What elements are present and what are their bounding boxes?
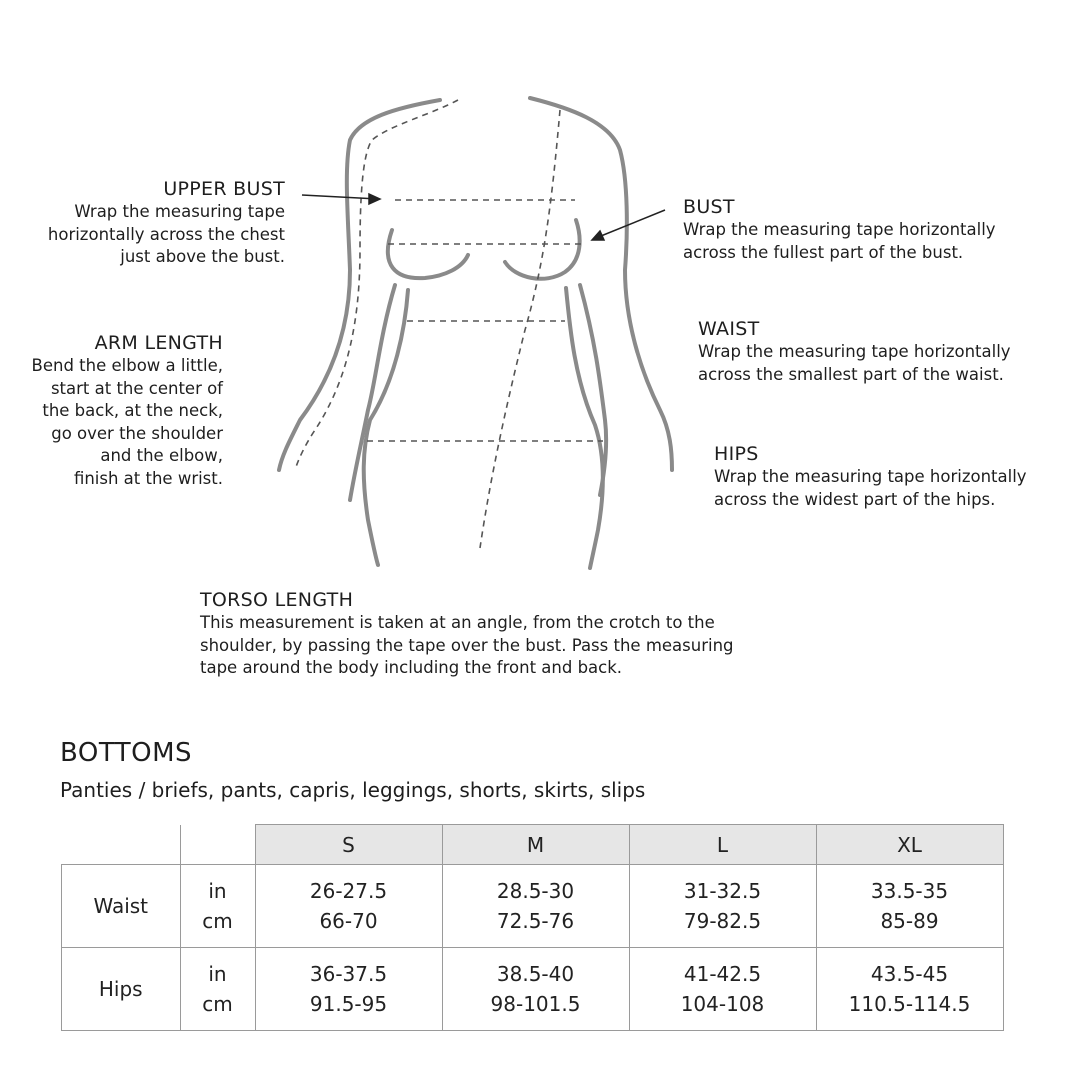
value-in: 43.5-45 [870,962,949,986]
left-bust-outline [388,230,468,278]
section-subtitle: Panties / briefs, pants, capris, leggings, shorts, skirts, slips [60,778,646,802]
value-in: 38.5-40 [496,962,575,986]
waist-description [698,341,1011,386]
value-cm: 66-70 [319,909,378,933]
value-cell [442,948,629,1031]
arm-length-line [295,100,458,470]
value-cm: 104-108 [680,992,765,1016]
value-cm: 91.5-95 [309,992,388,1016]
table-corner-cell-unit [180,825,255,865]
hips-line-2: across the widest part of the hips. [714,489,996,509]
bust-annotation [683,195,996,264]
waist-annotation [698,317,1011,386]
hips-heading: HIPS [714,443,759,465]
right-arm-outline [530,98,672,470]
value-cm: 110.5-114.5 [848,992,971,1016]
value-cell [255,948,442,1031]
value-cm: 85-89 [880,909,939,933]
size-header-xl: XL [816,825,1003,865]
hips-line-1: Wrap the measuring tape horizontally [714,467,1027,486]
upper-bust-line-1: Wrap the measuring tape [74,202,285,221]
row-label-waist: Waist [62,865,181,948]
upper-bust-heading: UPPER BUST [163,178,285,200]
torso-length-line-1: This measurement is taken at an angle, from the crotch to the [200,613,715,632]
value-cell [629,948,816,1031]
torso-length-line [480,110,560,548]
arm-length-heading: ARM LENGTH [94,332,223,354]
torso-length-line-2: shoulder, by passing the tape over the bust. Pass the measuring [200,635,734,655]
bust-line-1: Wrap the measuring tape horizontally [683,220,996,239]
size-header-l: L [629,825,816,865]
size-header-s: S [255,825,442,865]
value-in: 26-27.5 [309,879,388,903]
upper-bust-line-2: horizontally across the chest [47,224,285,244]
value-cell [816,865,1003,948]
arm-length-line-5: and the elbow, [100,446,223,465]
upper-bust-description [48,201,285,269]
left-inner-arm-outline [350,285,395,500]
bust-arrow [596,210,665,238]
value-cell [442,865,629,948]
bust-description [683,219,996,264]
upper-bust-arrow [302,195,378,199]
value-in: 31-32.5 [683,879,762,903]
upper-bust-arrowhead [369,194,380,204]
value-cm: 98-101.5 [490,992,581,1016]
value-cm: 79-82.5 [683,909,762,933]
unit-cm: cm [202,992,233,1016]
unit-in: in [208,962,227,986]
upper-bust-annotation [48,177,285,269]
value-cell [816,948,1003,1031]
torso-length-annotation [200,588,734,680]
row-label-hips: Hips [62,948,181,1031]
value-cm: 72.5-76 [496,909,575,933]
value-cell [255,865,442,948]
size-header-m: M [442,825,629,865]
arm-length-line-6: finish at the wrist. [73,468,223,488]
table-row [62,865,1004,948]
torso-length-heading: TORSO LENGTH [200,589,354,611]
waist-line-2: across the smallest part of the waist. [698,364,1004,384]
bust-arrowhead [592,231,604,240]
table-corner-cell [62,825,181,865]
value-in: 36-37.5 [309,962,388,986]
unit-in: in [208,879,227,903]
right-bust-outline [505,220,580,279]
section-title: BOTTOMS [60,738,193,768]
upper-bust-line-3: just above the bust. [120,247,285,266]
value-in: 41-42.5 [683,962,762,986]
unit-cm: cm [202,909,233,933]
arm-length-line-4: go over the shoulder [51,423,223,443]
waist-heading: WAIST [698,318,760,340]
arm-length-line-3: the back, at the neck, [42,401,223,420]
unit-cell [180,865,255,948]
value-cell [629,865,816,948]
size-table [61,824,1004,1031]
hips-description [714,466,1027,511]
right-torso-outline [566,288,603,568]
arm-length-description [32,355,223,490]
arm-length-line-2: start at the center of [50,378,223,398]
left-torso-outline [364,290,408,565]
table-header-row [62,825,1004,865]
left-arm-outline [279,100,440,470]
bust-line-2: across the fullest part of the bust. [683,242,964,262]
unit-cell [180,948,255,1031]
bust-heading: BUST [683,196,735,218]
torso-length-description [200,612,734,680]
value-in: 33.5-35 [870,879,949,903]
torso-length-line-3: tape around the body including the front and back. [200,658,623,677]
hips-annotation [714,442,1027,511]
table-row [62,948,1004,1031]
arm-length-line-1: Bend the elbow a little, [31,356,223,375]
value-in: 28.5-30 [496,879,575,903]
waist-line-1: Wrap the measuring tape horizontally [698,342,1011,361]
arm-length-annotation [32,331,223,490]
